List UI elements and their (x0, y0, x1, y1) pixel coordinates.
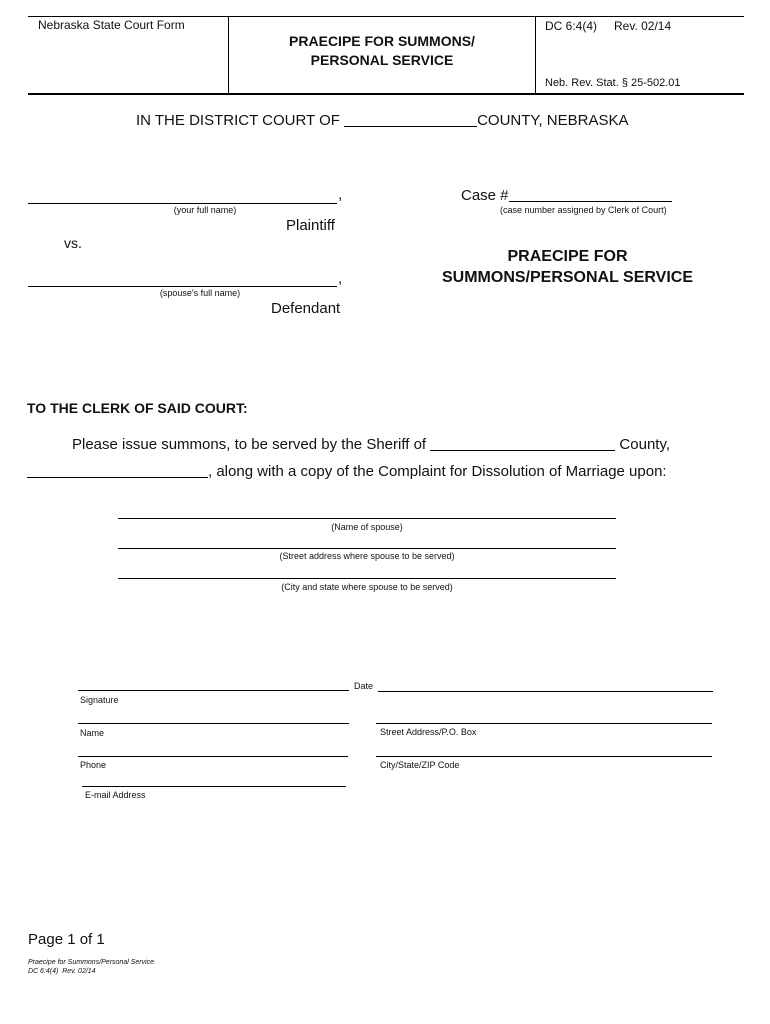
phone-line[interactable] (78, 756, 348, 757)
case-hint: (case number assigned by Clerk of Court) (500, 205, 667, 215)
plaintiff-name-line[interactable] (28, 203, 337, 204)
city-state-line[interactable] (118, 578, 616, 579)
spouse-name-hint: (Name of spouse) (331, 522, 403, 532)
request-county: County, (619, 436, 671, 453)
name-label: Name (80, 728, 105, 738)
court-prefix: IN THE DISTRICT COURT OF (136, 112, 340, 129)
signature-label: Signature (80, 695, 119, 705)
versus: vs. (64, 235, 82, 251)
case-number-blank[interactable] (509, 188, 672, 202)
street-address-line[interactable] (118, 548, 616, 549)
footer-form-code: DC 6:4(4) Rev. 02/14 (28, 968, 96, 975)
defendant-role: Defendant (271, 300, 341, 317)
plaintiff-hint: (your full name) (173, 205, 237, 215)
street-address-hint: (Street address where spouse to be served) (279, 551, 455, 561)
case-number (461, 187, 672, 204)
request-suffix: , along with a copy of the Complaint for Dissolution of Marriage upon: (208, 463, 667, 480)
name-line[interactable] (78, 723, 349, 724)
statute: Neb. Rev. Stat. § 25-502.01 (545, 77, 681, 89)
document-title-line2: SUMMONS/PERSONAL SERVICE (441, 269, 693, 286)
header-title (229, 32, 535, 70)
street-label: Street Address/P.O. Box (380, 727, 477, 737)
street-line[interactable] (376, 723, 712, 724)
page-number: Page 1 of 1 (28, 931, 105, 948)
spouse-name-line[interactable] (118, 518, 616, 519)
defendant-hint: (spouse's full name) (159, 288, 241, 298)
state-blank[interactable] (27, 464, 208, 478)
defendant-comma: , (338, 270, 343, 287)
city-state-hint: (City and state where spouse to be served) (281, 582, 453, 592)
city-zip-label: City/State/ZIP Code (380, 760, 460, 770)
header-title-line2: PERSONAL SERVICE (310, 52, 454, 68)
court-line (136, 112, 629, 129)
request-line-1 (72, 436, 670, 453)
city-zip-line[interactable] (376, 756, 712, 757)
salutation: TO THE CLERK OF SAID COURT: (27, 400, 248, 416)
date-label: Date (354, 681, 374, 691)
defendant-name-line[interactable] (28, 286, 337, 287)
footer-form-name: Praecipe for Summons/Personal Service (28, 959, 155, 966)
court-suffix: COUNTY, NEBRASKA (477, 112, 629, 129)
plaintiff-comma: , (338, 186, 343, 203)
signature-line[interactable] (78, 690, 349, 691)
form-number: DC 6:4(4) (545, 19, 598, 33)
document-title-line1: PRAECIPE FOR (507, 248, 628, 265)
email-label: E-mail Address (85, 790, 146, 800)
date-line[interactable] (378, 691, 713, 692)
case-label: Case # (461, 187, 509, 204)
header-title-line1: PRAECIPE FOR SUMMONS/ (289, 33, 475, 49)
header-divider-right (535, 16, 536, 93)
email-line[interactable] (82, 786, 346, 787)
document-title (420, 246, 715, 288)
request-line-2 (27, 463, 667, 480)
county-blank[interactable] (344, 112, 477, 127)
header-bottom-border (28, 93, 744, 95)
form-org: Nebraska State Court Form (38, 18, 185, 32)
plaintiff-role: Plaintiff (286, 217, 335, 234)
request-prefix: Please issue summons, to be served by the Sheriff of (72, 436, 427, 453)
header-top-border (28, 16, 744, 17)
form-revision: Rev. 02/14 (614, 19, 672, 33)
phone-label: Phone (80, 760, 107, 770)
sheriff-county-blank[interactable] (430, 437, 615, 451)
